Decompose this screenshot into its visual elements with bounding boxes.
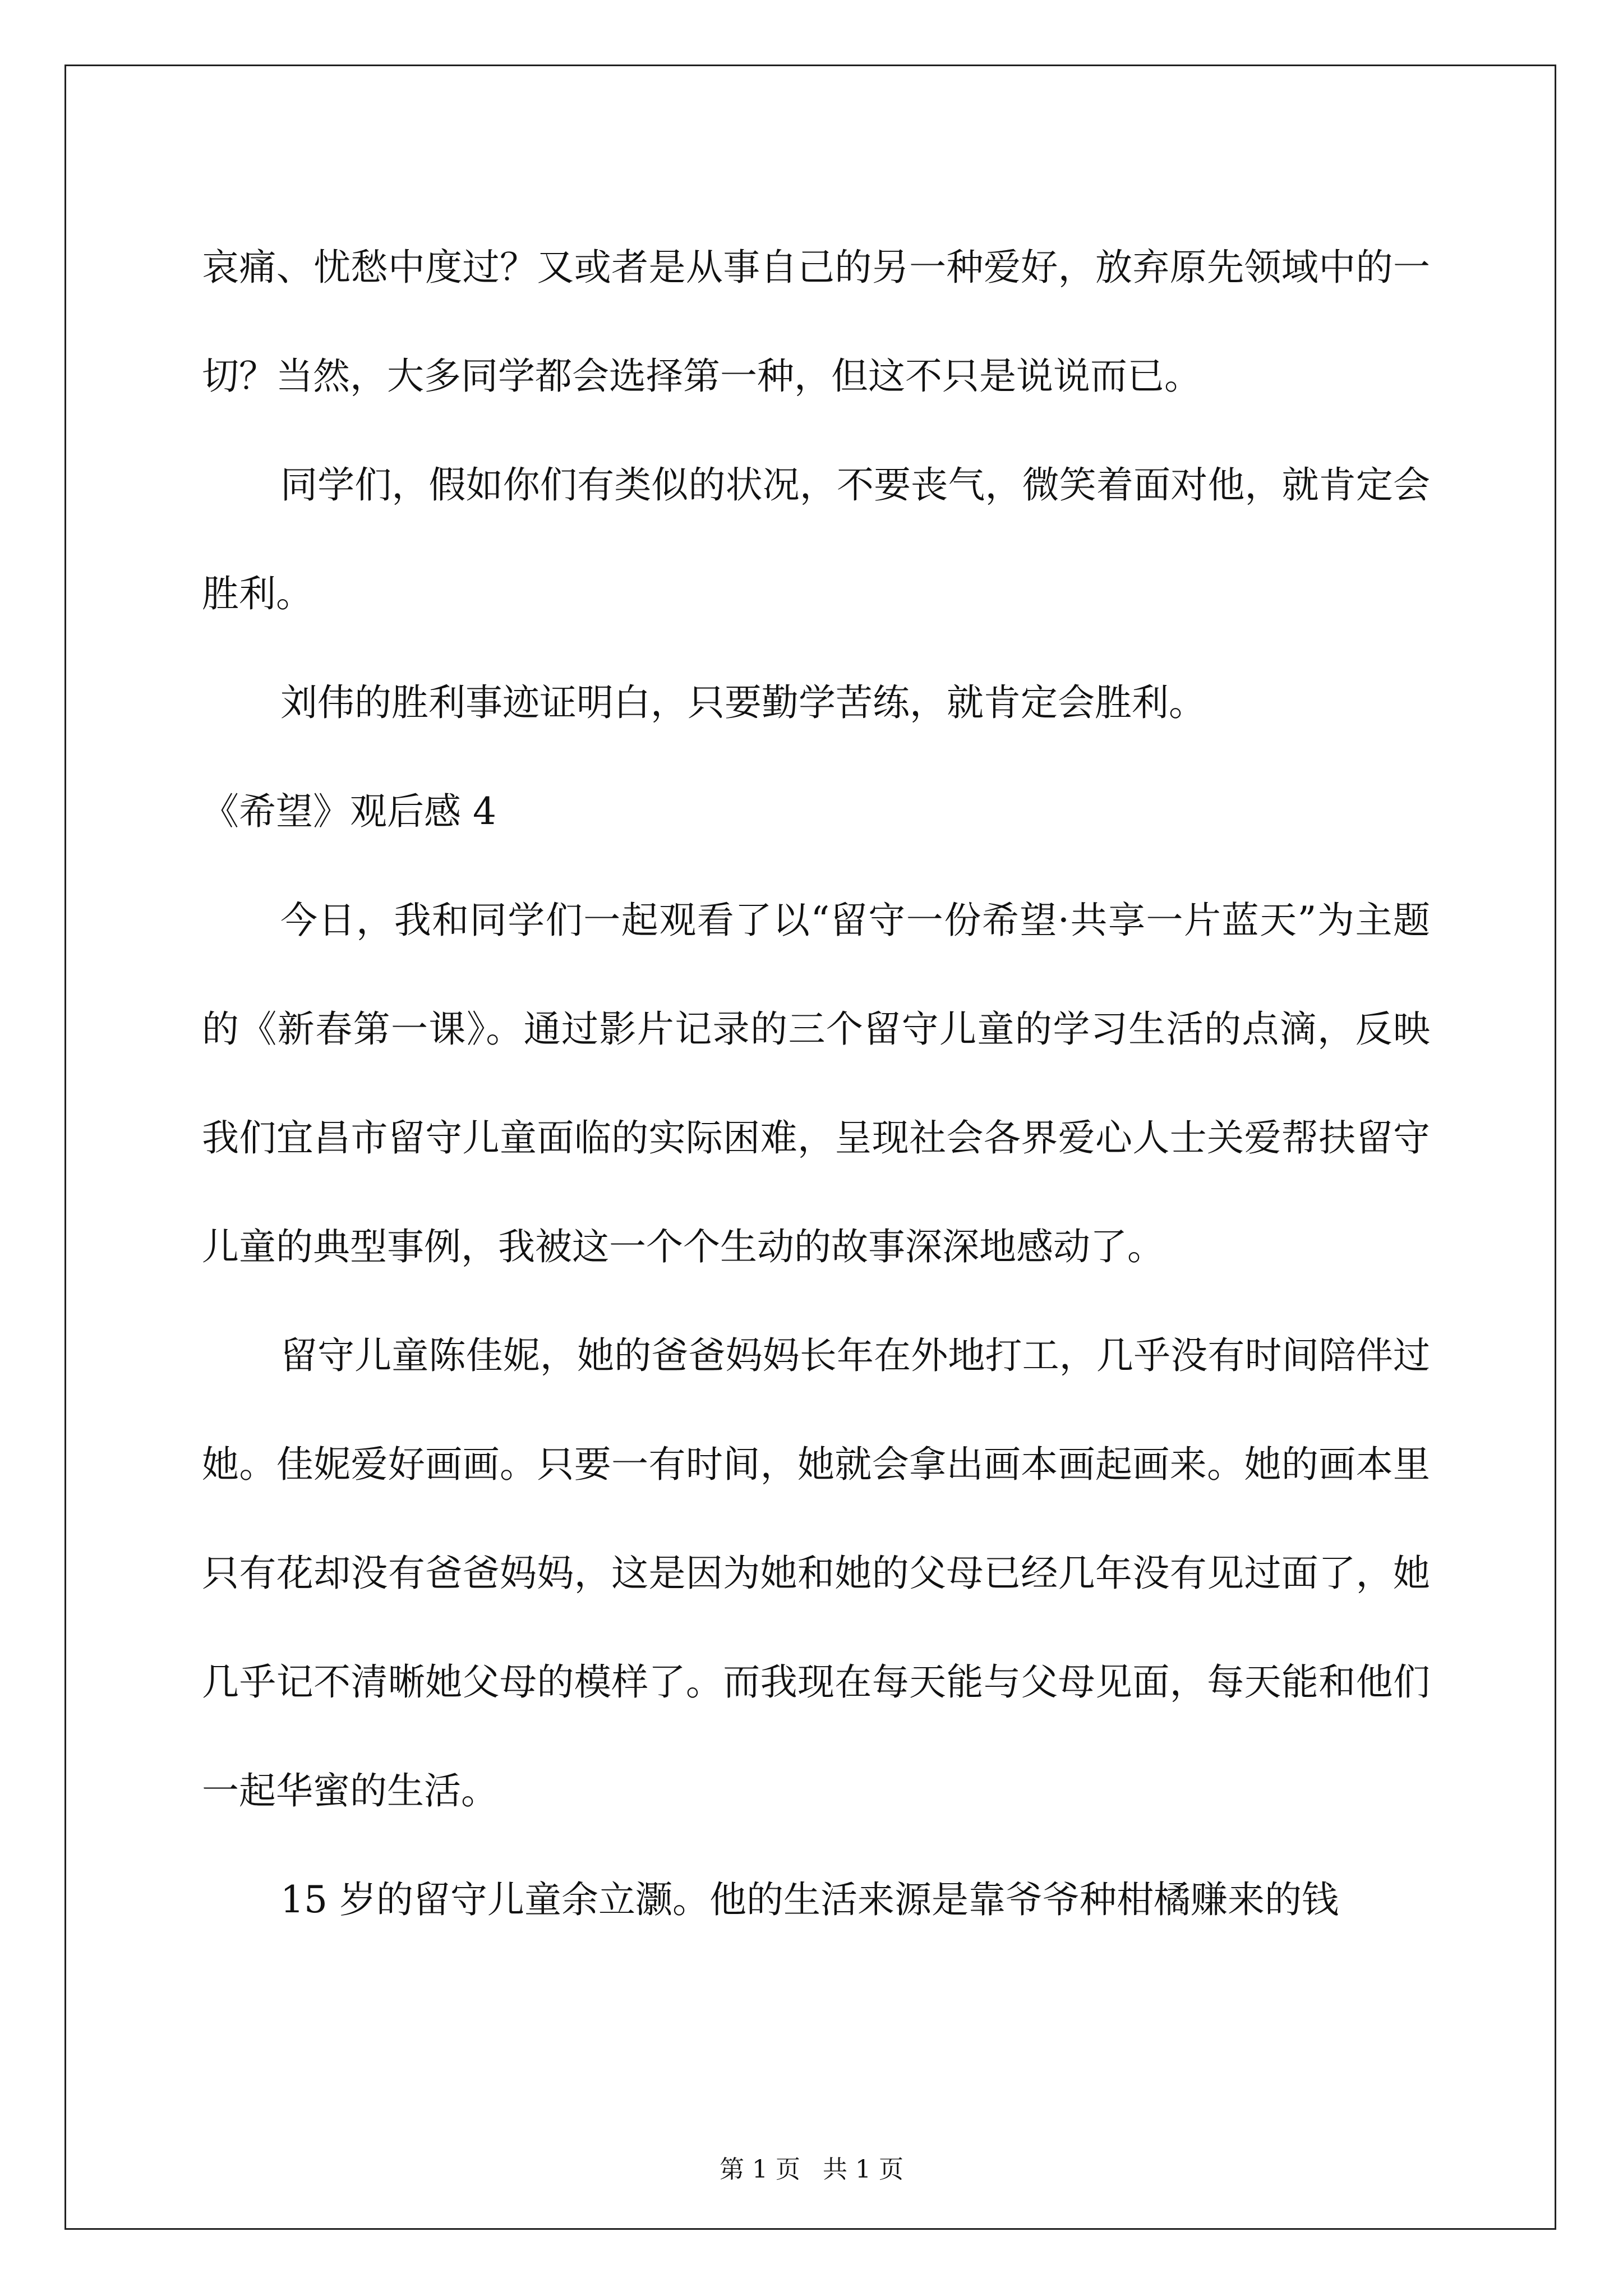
section-paragraph-2: 留守儿童陈佳妮，她的爸爸妈妈长年在外地打工，几乎没有时间陪伴过她。佳妮爱好画画。只要一有时间，她就会拿出画本画起画来。她的画本里只有花却没有爸爸妈妈，这是因为她和她的父母已经几年没有见过面了，她几乎记不清晰她父母的模样了。而我现在每天能与父母见面，每天能和他们一起华蜜的生活。 [202,1334,1430,1812]
paragraph-2: 同学们，假如你们有类似的状况，不要丧气，微笑着面对他，就肯定会胜利。 [202,463,1430,615]
document-body [202,213,1430,1954]
paragraph-1: 哀痛、忧愁中度过？又或者是从事自己的另一种爱好，放弃原先领域中的一切？当然，大多同学都会选择第一种，但这不只是说说而已。 [202,246,1430,398]
section-paragraph-1: 今日，我和同学们一起观看了以“留守一份希望·共享一片蓝天”为主题的《新春第一课》。通过影片记录的三个留守儿童的学习生活的点滴，反映我们宜昌市留守儿童面临的实际困难，呈现社会各界爱心人士关爱帮扶留守儿童的典型事例，我被这一个个生动的故事深深地感动了。 [202,899,1430,1268]
paragraph-3: 刘伟的胜利事迹证明白，只要勤学苦练，就肯定会胜利。 [280,681,1206,724]
page-total: 共 1 页 [823,2155,903,2184]
section-paragraph-3: 15 岁的留守儿童余立灏。他的生活来源是靠爷爷种柑橘赚来的钱 [280,1878,1339,1921]
page-number: 第 1 页 [720,2155,800,2184]
page-footer [0,2153,1623,2187]
section-heading: 《希望》观后感 4 [202,790,496,833]
